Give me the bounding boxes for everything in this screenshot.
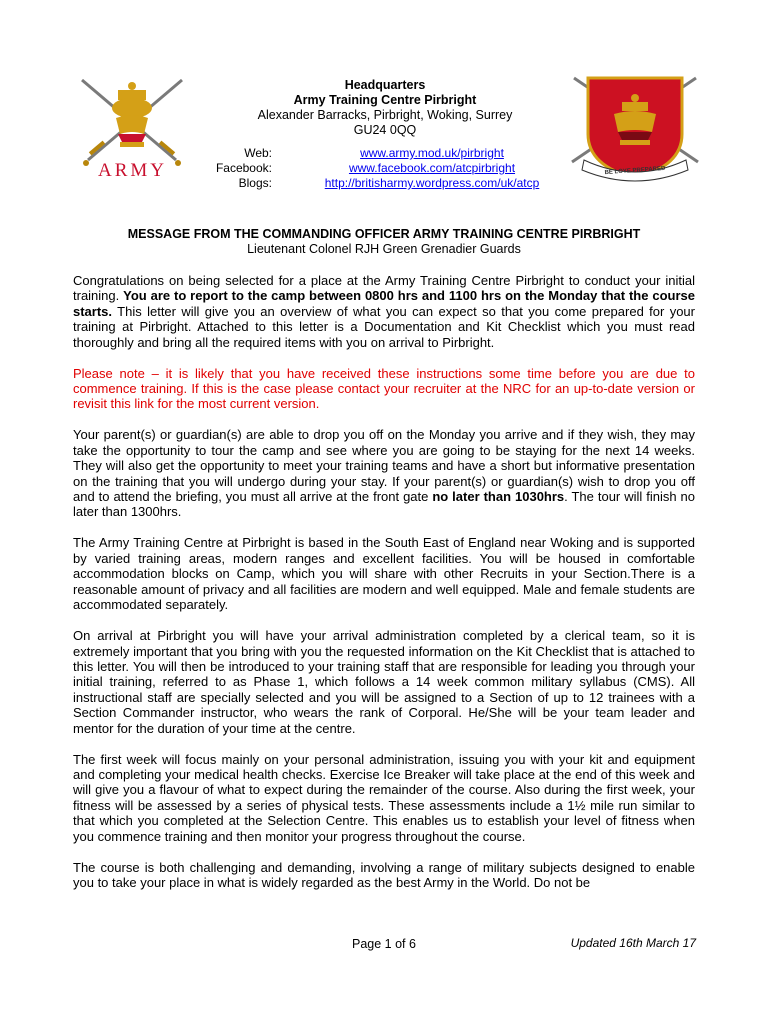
text-span: This letter will give you an overview of what you can expect so that you come prepared for your training at Pirbright. Attached to this letter is a Documentation and Kit Checklist which you must read thoroughly and bring all the required items with you on arrival to Pirbright. [73, 303, 695, 350]
paragraph-5: On arrival at Pirbright you will have your arrival administration completed by a clerical team, so it is extremely important that you bring with you the requested information on the Kit Checklist that is attached to this letter. You will then be introduced to your training staff that are responsible for leading you through your initial training, referred to as Phase 1, which follows a 14 week common military syllabus (CMS). All instructional staff are specially selected and you will be assigned to a Section of up to 12 trainees with a Section Commander instructor, who wears the rank of Corporal. He/She will be your team leader and mentor for the duration of your time at the centre. [73, 628, 695, 736]
contact-row-facebook [180, 161, 580, 176]
blog-link[interactable]: http://britisharmy.wordpress.com/uk/atcp [324, 176, 540, 190]
paragraph-7: The course is both challenging and demanding, involving a range of military subjects designed to enable you to take your place in what is widely regarded as the best Army in the World. Do not be [73, 859, 695, 890]
contact-row-blogs [180, 176, 580, 191]
message-title [72, 227, 696, 257]
contact-list [180, 146, 580, 191]
letterhead [200, 78, 570, 138]
army-wordmark: ARMY [98, 160, 168, 181]
web-link[interactable]: www.army.mod.uk/pirbright [360, 146, 504, 160]
text-span: Your parent(s) or guardian(s) are able to drop you off on the Monday you arrive and if they wish, they may take the opportunity to tour the camp and see where you are going to be staying for the next 14 weeks. They will also get the opportunity to meet your training teams and have a short but informative presentation on the training that you will undergo during your stay. If your parent(s) or guardian(s) wish to drop you off and to attend the briefing, you must all arrive at the front gate [73, 427, 695, 505]
contact-row-web [180, 146, 580, 161]
letter-body [73, 273, 695, 906]
bold-time: no later than 1030hrs [432, 489, 565, 505]
paragraph-3 [73, 427, 695, 519]
contact-label: Blogs: [238, 176, 272, 190]
page-number: Page 1 of 6 [352, 937, 416, 951]
paragraph-4: The Army Training Centre at Pirbright is based in the South East of England near Woking and is supported by varied training areas, modern ranges and excellent facilities. You will be housed in comfortable accommodation blocks on Camp, which you will share with other Recruits in your Section.There is a reasonable amount of privacy and all facilities are modern and well equipped. Male and female students are accommodated separately. [73, 535, 695, 613]
paragraph-1 [73, 273, 695, 350]
header-postcode: GU24 0QQ [353, 123, 417, 137]
bold-instruction: You are to report to the camp between 0800 hrs and 1100 hrs on the Monday that the course starts. [73, 288, 695, 319]
header-address: Alexander Barracks, Pirbright, Woking, Surrey [257, 108, 513, 122]
text-span: Congratulations on being selected for a place at the Army Training Centre Pirbright to conduct your initial training. [73, 273, 695, 304]
header-line-2: Army Training Centre Pirbright [293, 93, 477, 107]
text-span: . The tour will finish no later than 1300hrs. [73, 489, 695, 520]
crest-motto: BE LOYE PREPARED [604, 165, 666, 177]
updated-date: Updated 16th March 17 [570, 936, 696, 950]
atc-crest [570, 74, 700, 186]
paragraph-note: Please note – it is likely that you have received these instructions some time before you are due to commence training. If this is the case please contact your recruiter at the NRC for an up-to-date version or revisit this link for the most current version. [73, 365, 695, 412]
contact-label: Web: [244, 146, 272, 160]
facebook-link[interactable]: www.facebook.com/atcpirbright [348, 161, 516, 175]
title-main: MESSAGE FROM THE COMMANDING OFFICER ARMY TRAINING CENTRE PIRBRIGHT [127, 227, 641, 241]
contact-label: Facebook: [215, 161, 272, 175]
paragraph-6: The first week will focus mainly on your personal administration, issuing you with your kit and equipment and completing your medical health checks. Exercise Ice Breaker will take place at the end of this week and will give you a flavour of what to expect during the remainder of the course. Also during the first week, your fitness will be assessed by a series of physical tests. These assessments include a 1½ mile run similar to that which you completed at the Selection Centre. This enables us to establish your level of fitness when you commence training and then monitor your progress throughout the course. [73, 751, 695, 844]
army-logo [76, 72, 188, 184]
header-line-1: Headquarters [344, 78, 426, 92]
title-sub: Lieutenant Colonel RJH Green Grenadier Guards [247, 242, 521, 256]
